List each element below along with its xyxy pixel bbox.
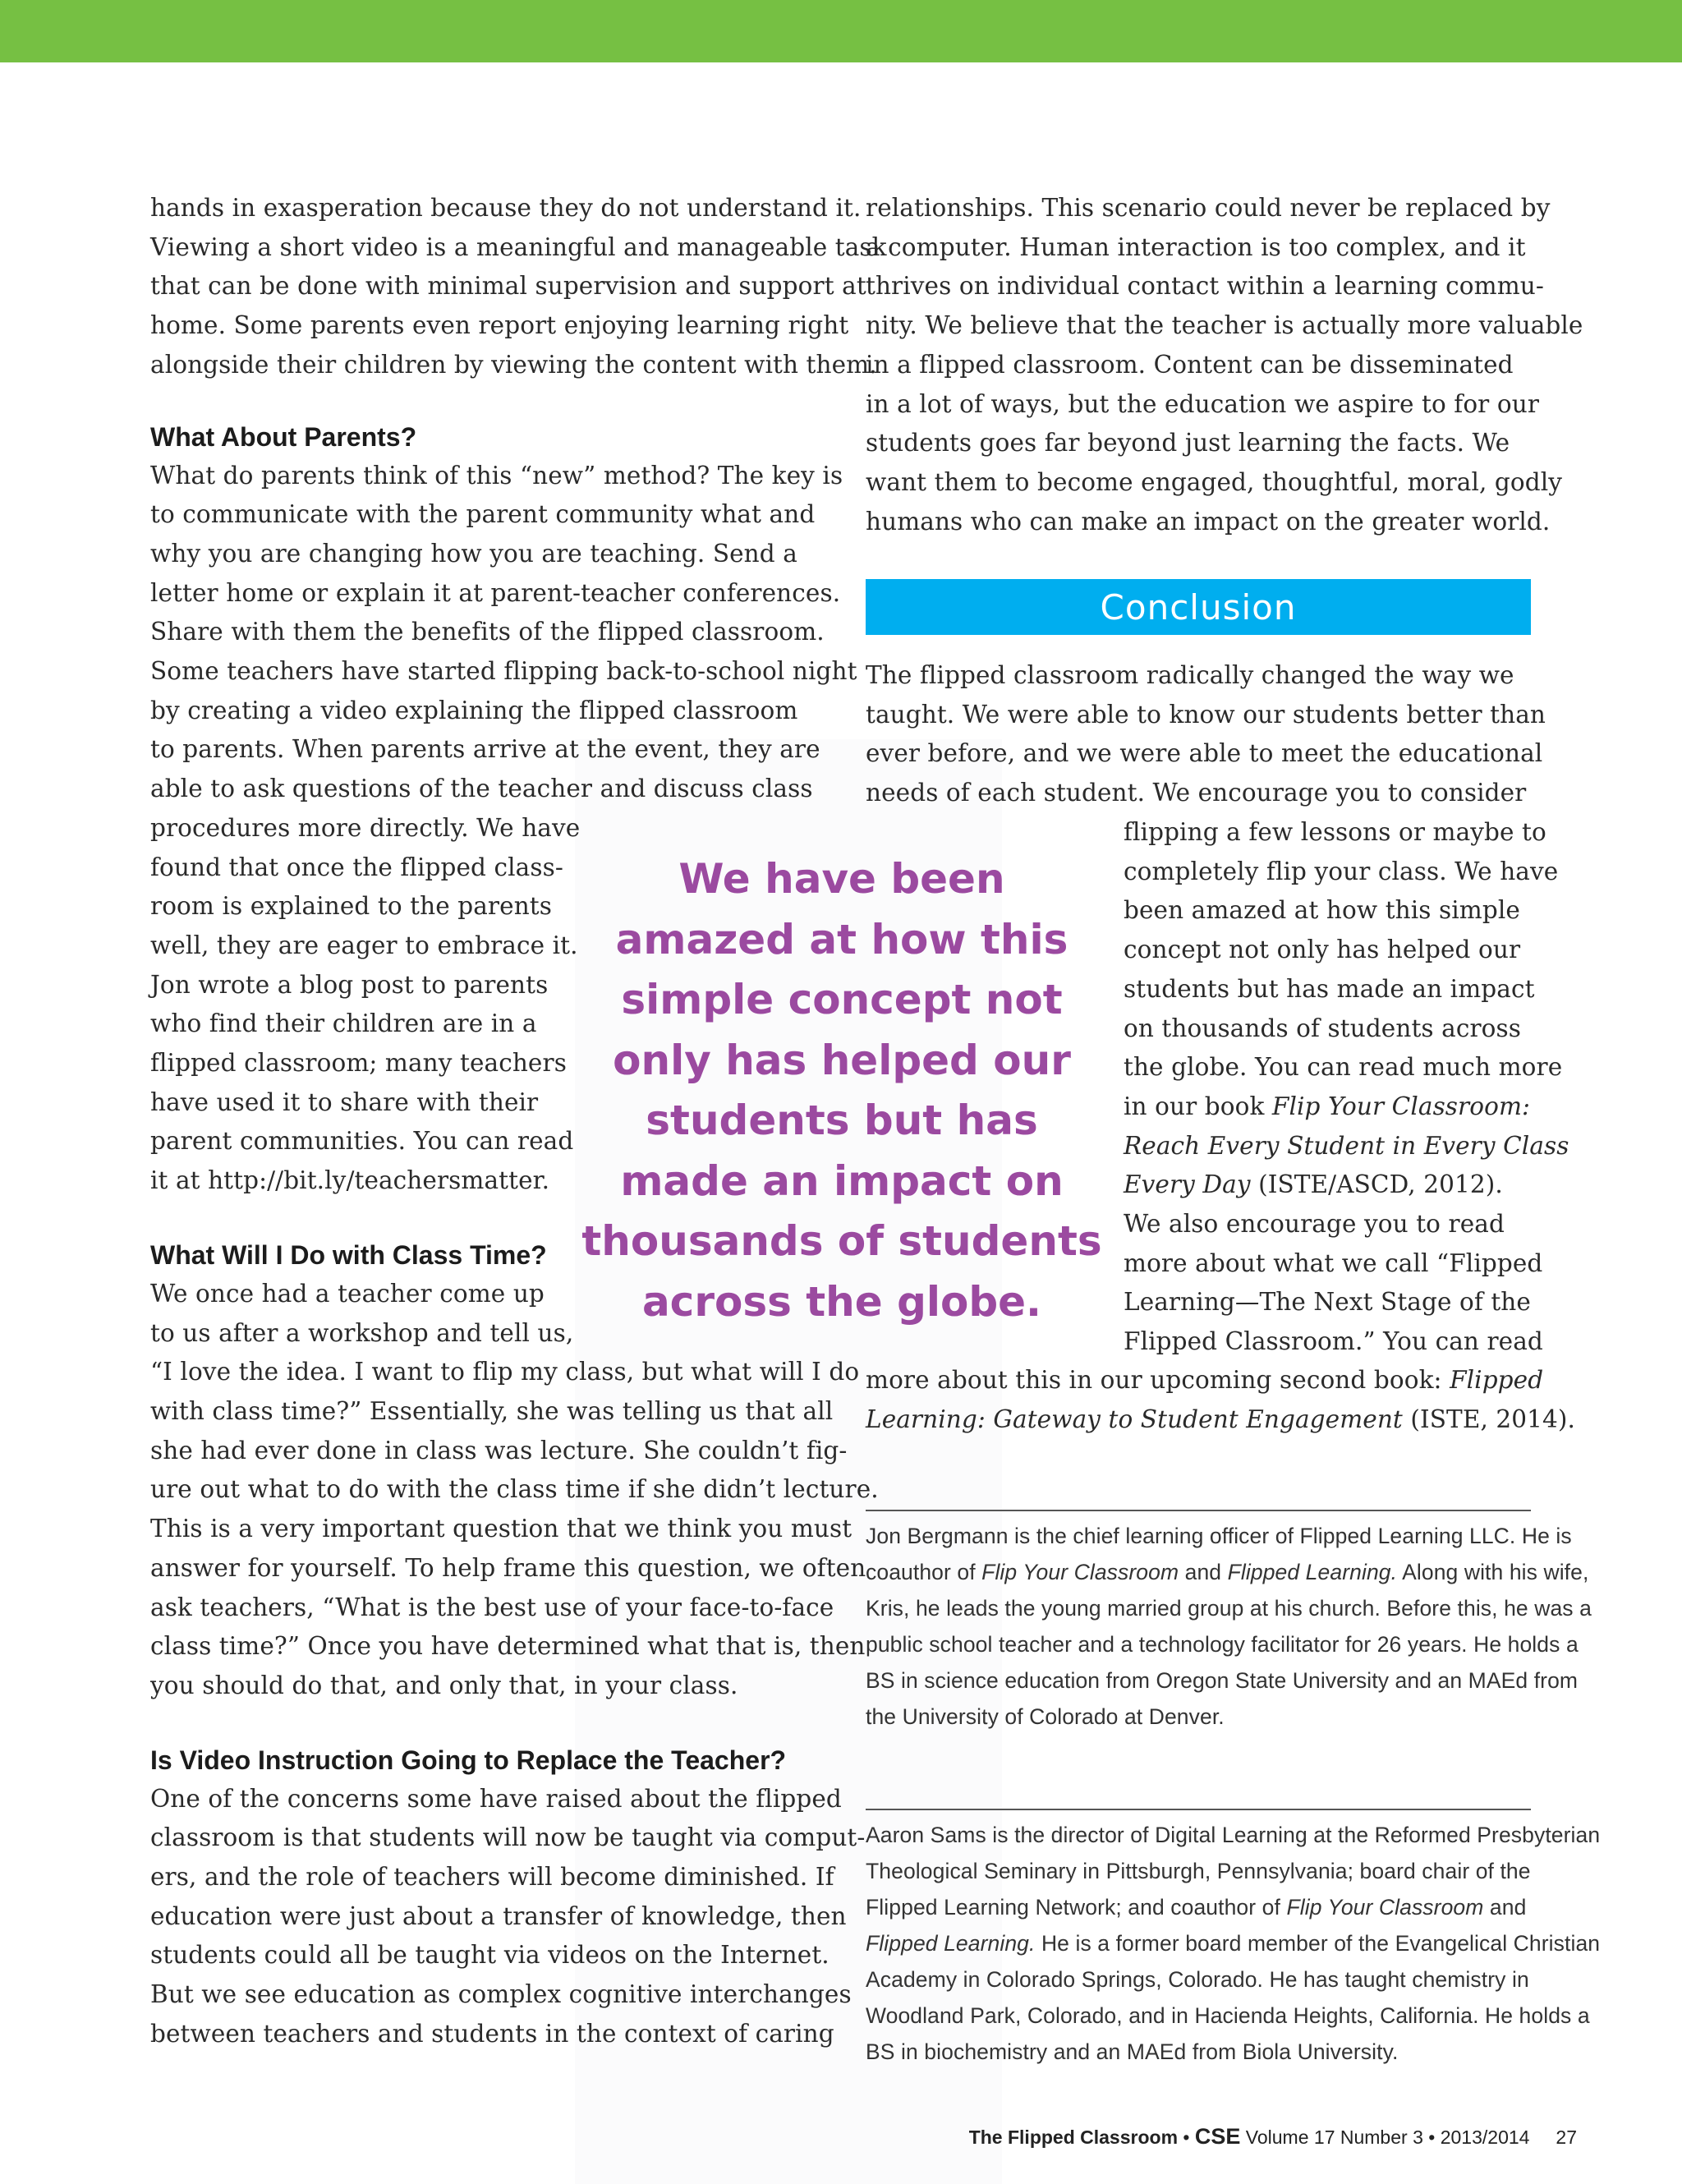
text-run: coauthor of (866, 1560, 982, 1584)
body-line: answer for yourself. To help frame this question, we often (150, 1553, 866, 1582)
footer-issue: Volume 17 Number 3 (1245, 2127, 1423, 2148)
body-line (1124, 1127, 1569, 1166)
body-line: more about what we call “Flipped (1124, 1248, 1543, 1277)
body-line: to us after a workshop and tell us, (150, 1318, 574, 1347)
book-title: Flipped (1450, 1366, 1544, 1394)
body-line: letter home or explain it at parent-teacher conferences. (150, 578, 841, 607)
body-line: needs of each student. We encourage you to consider (866, 779, 1527, 807)
body-line: ers, and the role of teachers will become diminished. If (150, 1863, 834, 1892)
body-line: that can be done with minimal supervision and support at (150, 272, 866, 301)
body-line: been amazed at how this simple (1124, 896, 1520, 925)
body-line: relationships. This scenario could never be replaced by (866, 194, 1551, 222)
body-line: want them to become engaged, thoughtful, moral, godly (866, 467, 1563, 496)
footer-cse-logo: CSE (1194, 2124, 1241, 2149)
pull-quote-line: We have been (678, 855, 1005, 903)
bio-divider (866, 1510, 1531, 1511)
body-line: ask teachers, “What is the best use of your face-to-face (150, 1593, 834, 1621)
body-line: What do parents think of this “new” method? The key is (150, 461, 843, 490)
body-line: “I love the idea. I want to flip my class, but what will I do (150, 1358, 860, 1386)
book-title: Flip Your Classroom: (1271, 1092, 1531, 1120)
body-line: One of the concerns some have raised about the flipped (150, 1784, 842, 1813)
body-line: a computer. Human interaction is too complex, and it (866, 232, 1526, 261)
text-run: and (1179, 1560, 1228, 1584)
pull-quote-line: across the globe. (641, 1277, 1042, 1326)
body-line: flipped classroom; many teachers (150, 1049, 567, 1078)
conclusion-end (866, 1361, 1575, 1439)
book-title: Learning: Gateway to Student Engagement (866, 1405, 1403, 1433)
body-line: The flipped classroom radically changed the way we (866, 661, 1514, 689)
body-line: But we see education as complex cognitive interchanges (150, 1980, 852, 2009)
footer-bullet: • (1428, 2127, 1436, 2148)
text-run: (ISTE, 2014). (1402, 1405, 1575, 1433)
body-line: able to ask questions of the teacher and discuss class (150, 775, 813, 803)
body-line: This is a very important question that we think you must (150, 1515, 852, 1543)
pull-quote-line: thousands of students (581, 1217, 1102, 1265)
page-number: 27 (1556, 2127, 1577, 2148)
body-line: completely flip your class. We have (1124, 857, 1559, 885)
body-line: Share with them the benefits of the flipped classroom. (150, 618, 825, 646)
bio-line: public school teacher and a technology facilitator for 26 years. He holds a (866, 1632, 1579, 1657)
body-line: students but has made an impact (1124, 974, 1535, 1003)
pull-quote-line: amazed at how this (615, 915, 1068, 963)
body-line: We once had a teacher come up (150, 1279, 545, 1308)
body-line (1124, 1166, 1534, 1205)
conclusion-wide (866, 656, 1546, 813)
text-run: (ISTE/ASCD, 2012). (1250, 1170, 1503, 1199)
body-line: alongside their children by viewing the content with them. (150, 350, 877, 379)
conclusion-heading: Conclusion (1100, 586, 1297, 628)
body-line: Jon wrote a blog post to parents (150, 970, 549, 999)
footer-year: 2013/2014 (1440, 2127, 1530, 2148)
section-heading-video: Is Video Instruction Going to Replace the Teacher? (150, 1745, 787, 1775)
bio-line: BS in science education from Oregon State University and an MAEd from (866, 1668, 1579, 1693)
bio-line: Aaron Sams is the director of Digital Learning at the Reformed Presbyterian (866, 1823, 1601, 1847)
bio-line: Jon Bergmann is the chief learning officer of Flipped Learning LLC. He is (866, 1524, 1572, 1548)
body-line: to communicate with the parent community what and (150, 500, 816, 529)
body-line (1124, 1087, 1534, 1127)
text-run: in our book (1124, 1092, 1272, 1120)
text-run: He is a former board member of the Evangelical Christian (1035, 1931, 1601, 1956)
body-line: between teachers and students in the context of caring (150, 2019, 834, 2048)
body-line: Learning—The Next Stage of the (1124, 1288, 1531, 1317)
body-line: the globe. You can read much more (1124, 1053, 1563, 1082)
body-line: she had ever done in class was lecture. She couldn’t fig- (150, 1436, 848, 1464)
body-line: We also encourage you to read (1124, 1210, 1505, 1239)
body-line: have used it to share with their (150, 1087, 539, 1116)
text-run: more about this in our upcoming second book: (866, 1366, 1450, 1394)
bio-line (866, 1925, 1601, 1961)
body-line: students could all be taught via videos on the Internet. (150, 1941, 830, 1970)
author-bio-sams (866, 1817, 1601, 2070)
body-line: classroom is that students will now be taught via comput- (150, 1823, 866, 1852)
body-line: flipping a few lessons or maybe to (1124, 818, 1546, 846)
bio-line: Woodland Park, Colorado, and in Hacienda Heights, California. He holds a (866, 2003, 1590, 2028)
section-heading-parents: What About Parents? (150, 421, 417, 452)
conclusion-heading-bar (866, 579, 1531, 635)
body-line: ure out what to do with the class time if she didn’t lecture. (150, 1475, 879, 1504)
body-line: room is explained to the parents (150, 892, 552, 921)
right-column-top (866, 189, 1583, 541)
body-line: Viewing a short video is a meaningful and manageable task (150, 232, 887, 261)
body-line: concept not only has helped our (1124, 936, 1521, 964)
top-color-bar (0, 0, 1682, 62)
bio-divider (866, 1809, 1531, 1810)
bio-line: Kris, he leads the young married group at his church. Before this, he was a (866, 1596, 1592, 1621)
conclusion-narrow (1124, 813, 1569, 1362)
text-run: Along with his wife, (1397, 1560, 1589, 1584)
body-line: why you are changing how you are teaching. Send a (150, 539, 797, 568)
bio-line (866, 1554, 1589, 1590)
body-line: nity. We believe that the teacher is actually more valuable (866, 311, 1583, 340)
body-line: to parents. When parents arrive at the event, they are (150, 735, 820, 764)
book-title: Every Day (1124, 1170, 1251, 1199)
pull-quote-line: made an impact on (620, 1156, 1064, 1205)
body-line: well, they are eager to embrace it. (150, 931, 578, 959)
footer-bullet: • (1183, 2127, 1190, 2148)
body-line: hands in exasperation because they do not understand it. (150, 194, 862, 222)
pull-quote-line: only has helped our (613, 1036, 1071, 1084)
pull-quote-line: students but has (646, 1097, 1038, 1144)
body-line: Flipped Classroom.” You can read (1124, 1327, 1543, 1356)
body-line: students goes far beyond just learning the facts. We (866, 429, 1510, 457)
body-line (866, 1400, 1575, 1440)
book-title: Reach Every Student in Every Class (1124, 1131, 1569, 1160)
body-line: on thousands of students across (1124, 1014, 1521, 1042)
bio-line: Academy in Colorado Springs, Colorado. He has taught chemistry in (866, 1967, 1529, 1992)
author-bio-bergmann (866, 1518, 1592, 1735)
body-line: humans who can make an impact on the greater world. (866, 507, 1551, 536)
text-run: and (1483, 1895, 1527, 1920)
body-line: taught. We were able to know our students better than (866, 700, 1546, 729)
body-line: found that once the flipped class- (150, 853, 563, 881)
body-line: you should do that, and only that, in your class. (150, 1671, 738, 1699)
body-line: procedures more directly. We have (150, 813, 581, 842)
body-line: education were just about a transfer of knowledge, then (150, 1901, 847, 1930)
body-line: who find their children are in a (150, 1009, 537, 1038)
pull-quote-line: simple concept not (621, 976, 1063, 1023)
body-line: thrives on individual contact within a learning commu- (866, 272, 1544, 301)
bio-line: BS in biochemistry and an MAEd from Biola University. (866, 2039, 1399, 2064)
body-line: home. Some parents even report enjoying learning right (150, 311, 849, 340)
body-line: class time?” Once you have determined what that is, then (150, 1632, 866, 1661)
book-title: Flip Your Classroom (1286, 1895, 1484, 1920)
book-title: Flip Your Classroom (981, 1560, 1179, 1584)
body-line: in a flipped classroom. Content can be disseminated (866, 350, 1514, 379)
body-line: in a lot of ways, but the education we aspire to for our (866, 389, 1540, 418)
body-line: Some teachers have started flipping back-to-school night (150, 657, 857, 686)
page-footer (969, 2124, 1577, 2150)
body-line: with class time?” Essentially, she was telling us that all (150, 1396, 834, 1425)
bio-line (866, 1889, 1531, 1925)
body-line: parent communities. You can read (150, 1127, 574, 1156)
book-title: Flipped Learning. (866, 1931, 1036, 1956)
body-line: it at http://bit.ly/teachersmatter. (150, 1166, 550, 1195)
book-title: Flipped Learning. (1227, 1560, 1398, 1584)
section-heading-class-time: What Will I Do with Class Time? (150, 1239, 547, 1270)
footer-title: The Flipped Classroom (968, 2127, 1179, 2148)
body-line (866, 1361, 1544, 1400)
text-run: Flipped Learning Network; and coauthor of (866, 1895, 1287, 1920)
body-line: by creating a video explaining the flipped classroom (150, 696, 798, 724)
body-line: ever before, and we were able to meet the educational (866, 739, 1543, 768)
pull-quote (575, 849, 1109, 1332)
bio-line: Theological Seminary in Pittsburgh, Pennsylvania; board chair of the (866, 1859, 1531, 1883)
bio-line: the University of Colorado at Denver. (866, 1704, 1225, 1729)
